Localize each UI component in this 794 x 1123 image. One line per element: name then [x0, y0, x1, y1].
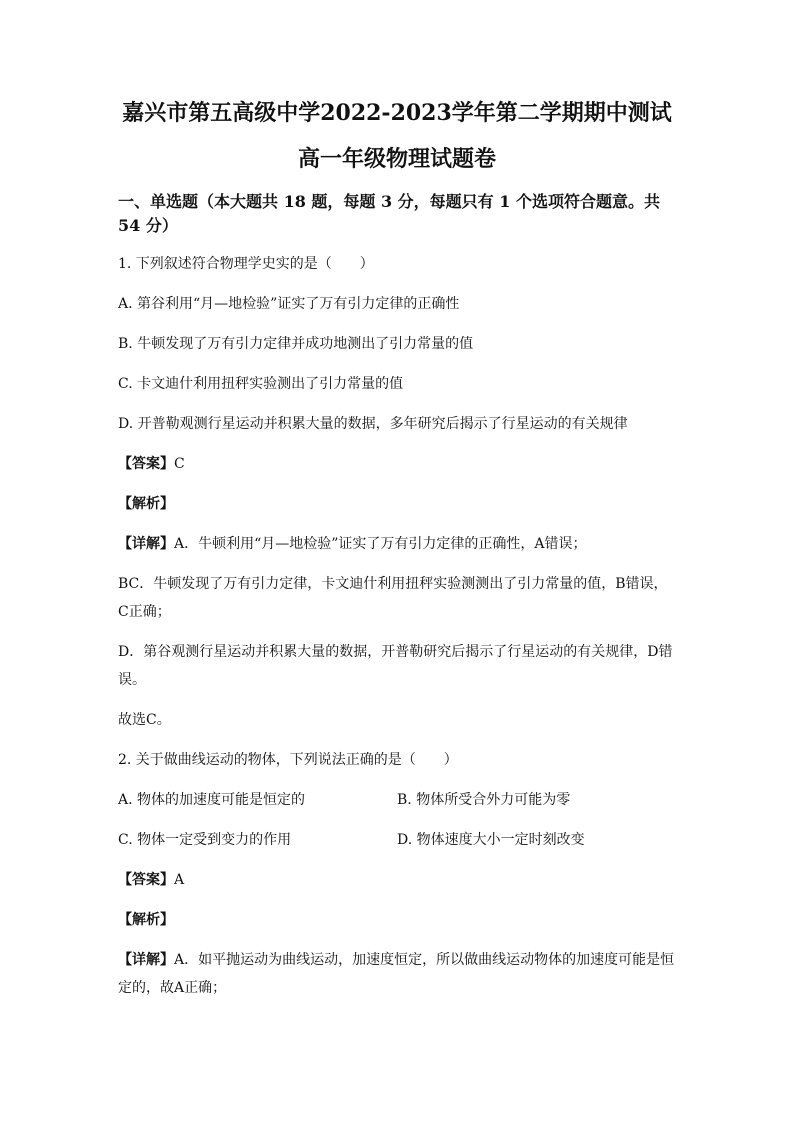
question-2-stem: 2. 关于做曲线运动的物体，下列说法正确的是（ ）	[118, 752, 458, 768]
exam-subtitle: 高一年级物理试题卷	[297, 146, 496, 172]
question-1-detail-a	[118, 530, 676, 558]
question-1-detail-d: D．第谷观测行星运动并积累大量的数据，开普勒研究后揭示了行星运动的有关规律，D错误。	[118, 644, 673, 688]
question-1-conclusion: 故选C。	[118, 712, 171, 728]
question-1-stem: 1. 下列叙述符合物理学史实的是（ ）	[118, 256, 374, 272]
detail-tag: 【详解】	[118, 536, 174, 552]
question-2-options-row-2	[118, 826, 676, 854]
question-2-option-c: C. 物体一定受到变力的作用	[118, 832, 292, 848]
question-1-answer	[118, 450, 676, 478]
question-2-analysis-tag: 【解析】	[118, 912, 174, 928]
question-1-analysis-tag: 【解析】	[118, 496, 174, 512]
section-heading: 一、单选题（本大题共 18 题，每题 3 分，每题只有 1 个选项符合题意。共 54 分）	[118, 192, 660, 235]
question-1-option-a: A. 第谷利用“月—地检验”证实了万有引力定律的正确性	[118, 296, 460, 312]
question-1-option-d: D. 开普勒观测行星运动并积累大量的数据，多年研究后揭示了行星运动的有关规律	[118, 416, 628, 432]
question-2-detail-a	[118, 946, 676, 1002]
question-1-option-c: C. 卡文迪什利用扭秤实验测出了引力常量的值	[118, 376, 404, 392]
question-2	[118, 746, 676, 1002]
question-1	[118, 250, 676, 734]
detail-text: A．如平抛运动为曲线运动，加速度恒定，所以做曲线运动物体的加速度可能是恒定的，故A正确；	[118, 952, 675, 996]
exam-title: 嘉兴市第五高级中学2022-2023学年第二学期期中测试	[122, 100, 672, 126]
detail-text: A．牛顿利用“月—地检验”证实了万有引力定律的正确性，A错误；	[174, 536, 587, 552]
question-2-option-d: D. 物体速度大小一定时刻改变	[397, 832, 585, 848]
question-2-option-a: A. 物体的加速度可能是恒定的	[118, 792, 306, 808]
question-1-option-b: B. 牛顿发现了万有引力定律并成功地测出了引力常量的值	[118, 336, 474, 352]
answer-value: C	[174, 456, 185, 472]
detail-tag: 【详解】	[118, 952, 174, 968]
answer-tag: 【答案】	[118, 872, 174, 888]
question-2-option-b: B. 物体所受合外力可能为零	[397, 792, 571, 808]
question-1-detail-bc: BC．牛顿发现了万有引力定律，卡文迪什利用扭秤实验测测出了引力常量的值，B错误，C正确；	[118, 576, 668, 620]
question-2-options-row-1	[118, 786, 676, 814]
answer-tag: 【答案】	[118, 456, 174, 472]
answer-value: A	[174, 872, 185, 888]
question-2-answer	[118, 866, 676, 894]
